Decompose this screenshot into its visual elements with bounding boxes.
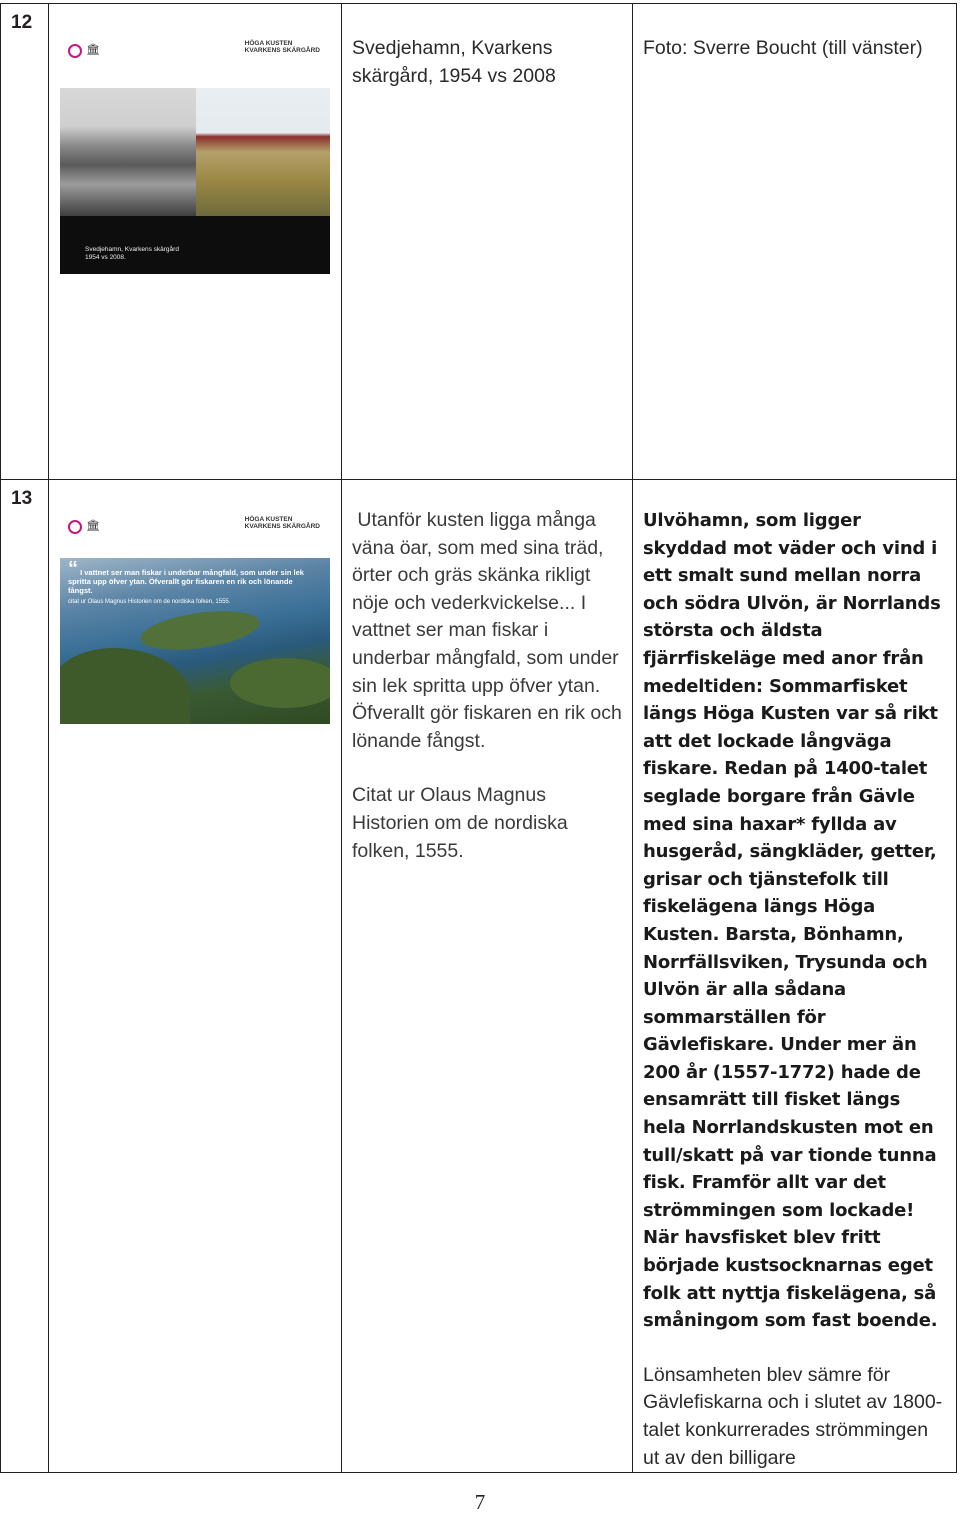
slide-caption: Svedjehamn, Kvarkens skärgård 1954 vs 2008. (85, 246, 179, 261)
note-cell (633, 4, 957, 480)
row-number: 13 (1, 480, 49, 1473)
quote-cell (342, 480, 633, 1473)
body-text: Ulvöhamn, som ligger skyddad mot väder och vind i ett smalt sund mellan norra och södra Ulvön, är Norrlands största och äldsta fjärrfiskeläge med anor från medeltiden: Sommarfisket längs Höga Kusten var så rikt att det lockade långväga fiskare. Redan på 1400-talet seglade borgare från Gävle med sina haxar* fyllda av husgeråd, sängkläder, getter, grisar och tjänstefolk till fiskelägena längs Höga Kusten. Barsta, Bönhamn, Norrfällsviken, Trysunda och Ulvön är alla sådana sommarställen för Gävlefiskare. Under mer än 200 år (1557-1772) hade de ensamrätt till fisket längs hela Norrlandskusten mot en tull/skatt på var tionde tunna fisk. Framför allt var det strömmingen som lockade! När havsfisket blev fritt började kustsocknarnas eget folk att nyttja fiskelägena, så småningom som fast boende. (643, 510, 941, 1332)
slide-thumbnail (60, 40, 330, 260)
modern-photo (196, 88, 330, 216)
ring-logo-icon (68, 520, 82, 534)
museum-icon: 🏛 (86, 520, 100, 532)
historic-photo (60, 88, 196, 216)
brand-logo: HÖGA KUSTEN KVARKENS SKÄRGÅRD (244, 516, 320, 530)
slide-quote: “ I vattnet ser man fiskar i underbar mångfald, som under sin lek spritta upp öfver ytan. Öfverallt gör fiskaren en rik och lönande fångst. citat ur Olaus Magnus Historien om de nordiska folken, 1555. (68, 558, 304, 605)
title-cell (342, 4, 633, 480)
slide-cell (49, 4, 342, 480)
body-cell (633, 480, 957, 1473)
caption-band (60, 216, 330, 274)
archipelago-photo (60, 558, 330, 724)
page-number: 7 (474, 1490, 486, 1514)
citation: Citat ur Olaus Magnus Historien om de nordiska folken, 1555. (352, 784, 568, 862)
slide-title: Svedjehamn, Kvarkens skärgård, 1954 vs 2008 (352, 37, 556, 87)
table-row (1, 480, 957, 1473)
museum-icon: 🏛 (86, 44, 100, 56)
brand-logo: HÖGA KUSTEN KVARKENS SKÄRGÅRD (244, 40, 320, 54)
quote-mark-icon: “ (68, 558, 78, 580)
body-text-continued: Lönsamheten blev sämre för Gävlefiskarna och i slutet av 1800-talet konkurrerades strömmingen ut av den billigare (643, 1363, 943, 1469)
logo-bar (60, 516, 330, 538)
photo-credit: Foto: Sverre Boucht (till vänster) (643, 37, 923, 59)
table-row (1, 4, 957, 480)
slide-cell (49, 480, 342, 1473)
quote-text: Utanför kusten ligga många väna öar, som med sina träd, örter och gräs skänka rikligt nöje och vederkvickelse... I vattnet ser man fiskar i underbar mångfald, som under sin lek spritta upp öfver ytan. Öfverallt gör fiskaren en rik och lönande fångst. (352, 509, 622, 752)
slide-thumbnail (60, 516, 330, 736)
row-number: 12 (1, 4, 49, 480)
ring-logo-icon (68, 44, 82, 58)
document-table (0, 3, 957, 1473)
logo-bar (60, 40, 330, 62)
